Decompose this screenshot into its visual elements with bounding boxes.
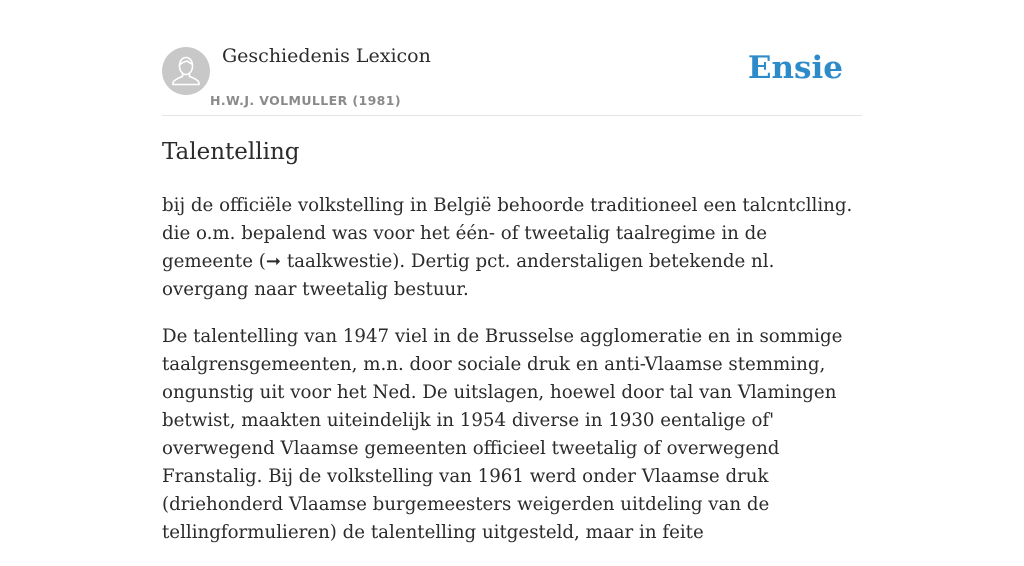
user-silhouette-icon	[162, 47, 210, 95]
user-avatar-icon[interactable]	[162, 47, 210, 95]
source-header	[162, 0, 862, 116]
article-paragraph: bij de officiële volkstelling in België behoorde traditioneel een talcntclling. die o.m. bepalend was voor het één- of tweetalig taalregime in de gemeente (➞ taalkwestie). Dertig pct. anderstaligen betekende nl. overgang naar tweetalig bestuur.	[162, 195, 853, 300]
brand-logo[interactable]: Ensie	[747, 50, 843, 86]
article-paragraph: De talentelling van 1947 viel in de Brusselse agglomeratie en in sommige taalgrensgemeenten, m.n. door sociale druk en anti-Vlaamse stemming, ongunstig uit voor het Ned. De uitslagen, hoewel door tal van Vlamingen betwist, maakten uiteindelijk in 1954 diverse in 1930 eentalige of' overwegend Vlaamse gemeenten officieel tweetalig of overwegend Franstalig. Bij de volkstelling van 1961 werd onder Vlaamse druk (driehonderd Vlaamse burgemeesters weigerden uitdeling van de tellingformulieren) de talentelling uitgesteld, maar in feite	[162, 326, 843, 543]
article-body	[162, 192, 862, 566]
source-title[interactable]: Geschiedenis Lexicon	[222, 45, 431, 67]
source-author: H.W.J. VOLMULLER (1981)	[210, 93, 401, 108]
content-column	[162, 0, 862, 543]
article-title: Talentelling	[162, 139, 300, 165]
